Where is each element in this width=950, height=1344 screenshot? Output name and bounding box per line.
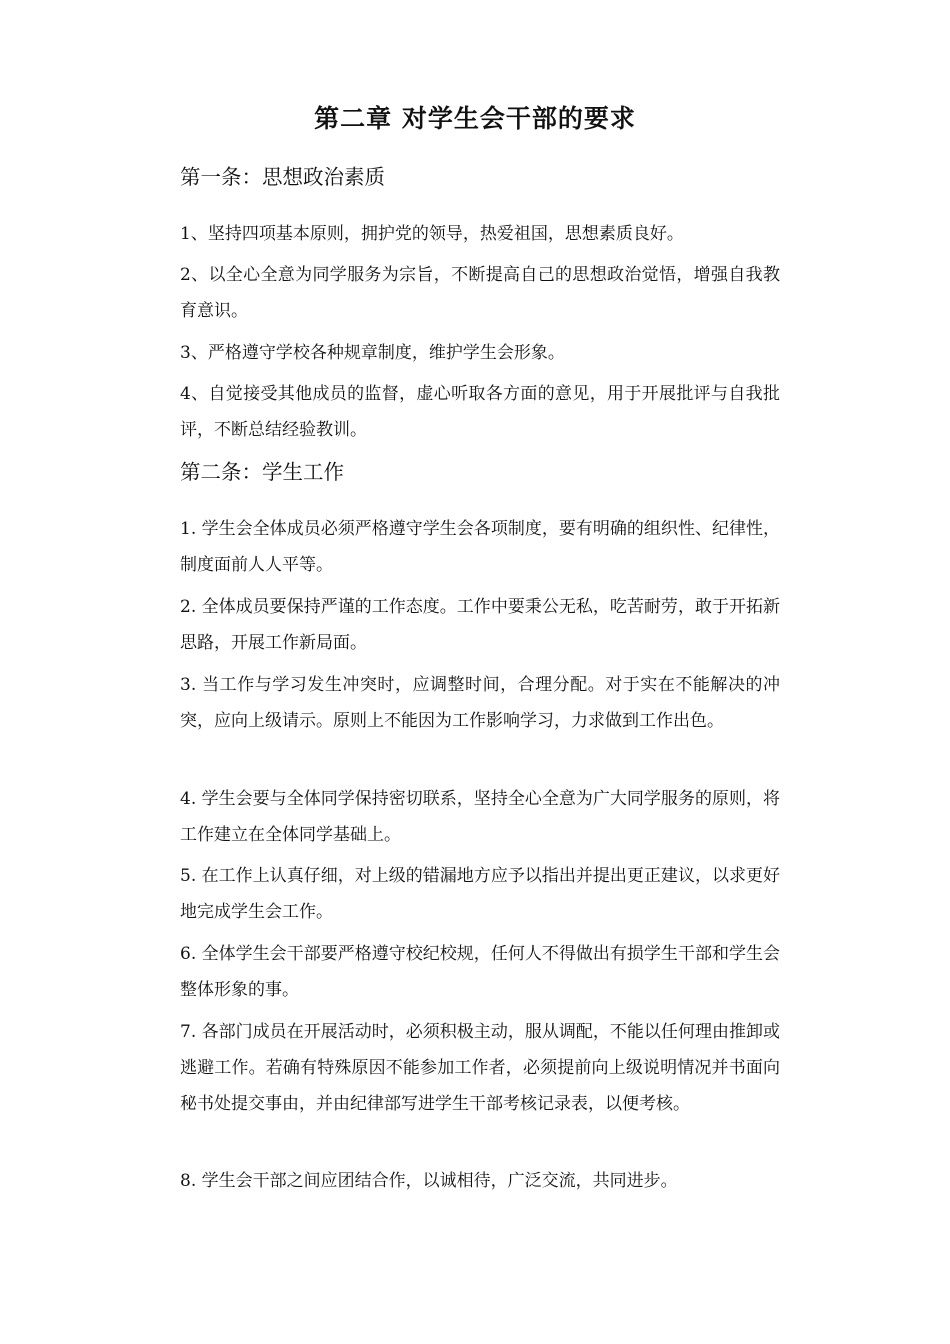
paragraph-2-1: 1. 学生会全体成员必须严格遵守学生会各项制度，要有明确的组织性、纪律性，制度面前人人平等。 bbox=[180, 519, 780, 575]
section-heading-2: 第二条：学生工作 bbox=[180, 460, 344, 484]
paragraph-2-4: 4. 学生会要与全体同学保持密切联系，坚持全心全意为广大同学服务的原则，将工作建立在全体同学基础上。 bbox=[180, 789, 780, 845]
paragraph-1-4: 4、自觉接受其他成员的监督，虚心听取各方面的意见，用于开展批评与自我批评，不断总结经验教训。 bbox=[180, 384, 780, 440]
paragraph-2-5: 5. 在工作上认真仔细，对上级的错漏地方应予以指出并提出更正建议，以求更好地完成学生会工作。 bbox=[180, 866, 780, 922]
paragraph-2-7: 7. 各部门成员在开展活动时，必须积极主动，服从调配，不能以任何理由推卸或逃避工作。若确有特殊原因不能参加工作者，必须提前向上级说明情况并书面向秘书处提交事由，并由纪律部写进学生干部考核记录表，以便考核。 bbox=[180, 1022, 780, 1114]
paragraph-1-2: 2、以全心全意为同学服务为宗旨，不断提高自己的思想政治觉悟，增强自我教育意识。 bbox=[180, 265, 780, 321]
chapter-title: 第二章 对学生会干部的要求 bbox=[314, 104, 636, 133]
paragraph-2-6: 6. 全体学生会干部要严格遵守校纪校规，任何人不得做出有损学生干部和学生会整体形象的事。 bbox=[180, 944, 780, 1000]
paragraph-2-3: 3. 当工作与学习发生冲突时，应调整时间，合理分配。对于实在不能解决的冲突，应向上级请示。原则上不能因为工作影响学习，力求做到工作出色。 bbox=[180, 675, 780, 731]
paragraph-2-8: 8. 学生会干部之间应团结合作，以诚相待，广泛交流，共同进步。 bbox=[180, 1171, 678, 1191]
paragraph-1-3: 3、严格遵守学校各种规章制度，维护学生会形象。 bbox=[180, 343, 565, 363]
section-heading-1: 第一条：思想政治素质 bbox=[180, 165, 385, 189]
paragraph-1-1: 1、坚持四项基本原则，拥护党的领导，热爱祖国，思想素质良好。 bbox=[180, 224, 684, 244]
paragraph-2-2: 2. 全体成员要保持严谨的工作态度。工作中要秉公无私，吃苦耐劳，敢于开拓新思路，开展工作新局面。 bbox=[180, 597, 780, 653]
